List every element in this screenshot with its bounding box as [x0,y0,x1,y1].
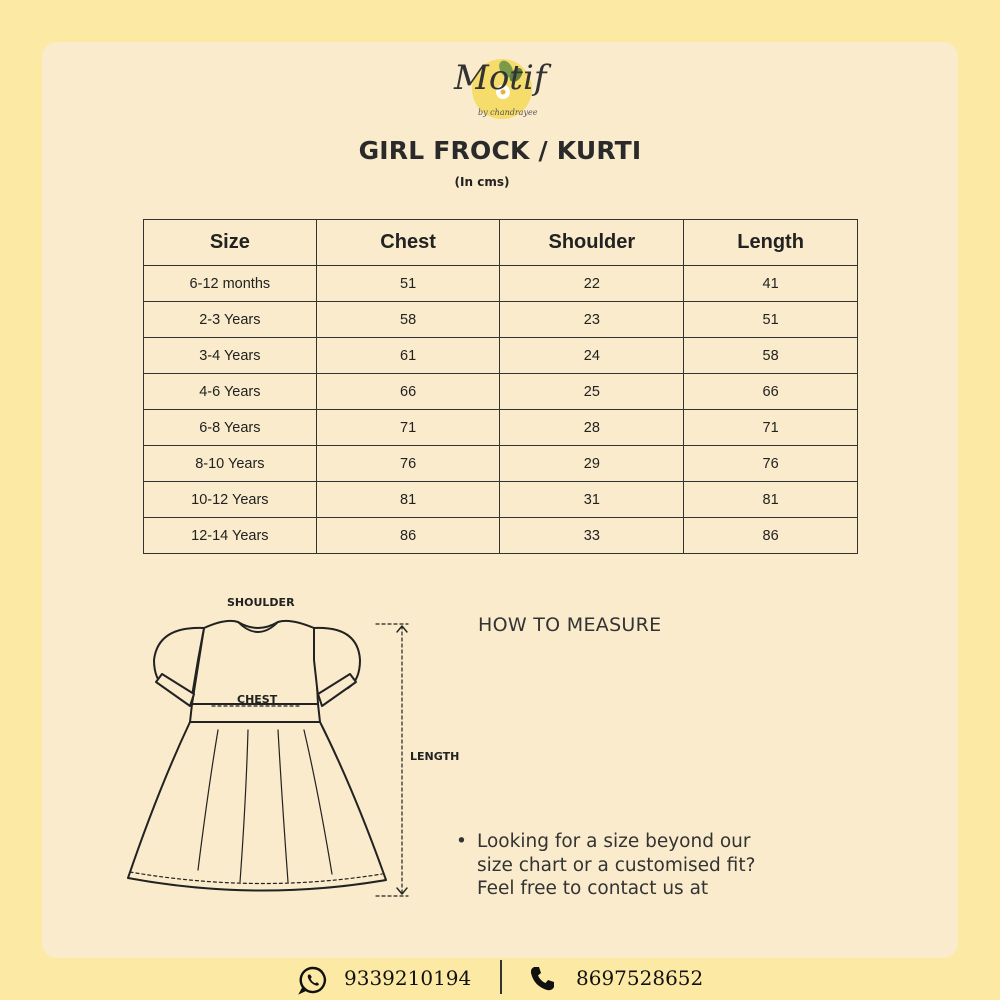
cell-size: 2-3 Years [144,302,317,338]
cell-length: 51 [684,302,858,338]
cell-shoulder: 31 [500,482,684,518]
cell-shoulder: 23 [500,302,684,338]
cell-size: 8-10 Years [144,446,317,482]
cell-size: 6-12 months [144,266,317,302]
header-chest: Chest [316,220,500,266]
chest-label: CHEST [237,693,278,706]
table-row [144,482,858,518]
cell-length: 81 [684,482,858,518]
phone-icon [528,965,556,993]
bullet: • [456,831,467,852]
phone-number[interactable]: 8697528652 [576,966,704,990]
header-size: Size [144,220,317,266]
table-row [144,266,858,302]
logo-tagline: by chandrayee [478,108,538,117]
cell-chest: 76 [316,446,500,482]
table-header-row [144,220,858,266]
length-label: LENGTH [410,750,460,763]
size-table [143,219,858,554]
cell-length: 41 [684,266,858,302]
cell-size: 3-4 Years [144,338,317,374]
header-length: Length [684,220,858,266]
whatsapp-number[interactable]: 9339210194 [344,966,472,990]
table-row [144,518,858,554]
cell-chest: 61 [316,338,500,374]
cell-chest: 81 [316,482,500,518]
cell-length: 58 [684,338,858,374]
cell-size: 12-14 Years [144,518,317,554]
cell-shoulder: 22 [500,266,684,302]
unit-label: (In cms) [454,175,510,189]
cell-length: 71 [684,410,858,446]
cell-shoulder: 33 [500,518,684,554]
table-row [144,374,858,410]
shoulder-label: SHOULDER [227,596,295,609]
how-to-measure-heading: HOW TO MEASURE [478,614,662,636]
cell-length: 76 [684,446,858,482]
table-row [144,410,858,446]
cell-chest: 51 [316,266,500,302]
table-row [144,302,858,338]
cell-size: 4-6 Years [144,374,317,410]
dress-illustration [118,590,438,910]
cell-shoulder: 24 [500,338,684,374]
table-row [144,446,858,482]
whatsapp-icon [298,965,328,995]
footer-divider [500,960,502,994]
cell-chest: 66 [316,374,500,410]
cell-length: 86 [684,518,858,554]
cell-length: 66 [684,374,858,410]
cell-size: 10-12 Years [144,482,317,518]
custom-fit-note [456,830,876,901]
cell-chest: 86 [316,518,500,554]
note-line: Looking for a size beyond our [477,831,751,852]
table-row [144,338,858,374]
cell-shoulder: 29 [500,446,684,482]
cell-shoulder: 25 [500,374,684,410]
cell-shoulder: 28 [500,410,684,446]
note-line: Feel free to contact us at [477,878,709,899]
cell-size: 6-8 Years [144,410,317,446]
note-line: size chart or a customised fit? [477,854,756,876]
cell-chest: 71 [316,410,500,446]
page-title: GIRL FROCK / KURTI [358,136,642,165]
header-shoulder: Shoulder [500,220,684,266]
cell-chest: 58 [316,302,500,338]
logo-wordmark: Motif [454,58,547,98]
